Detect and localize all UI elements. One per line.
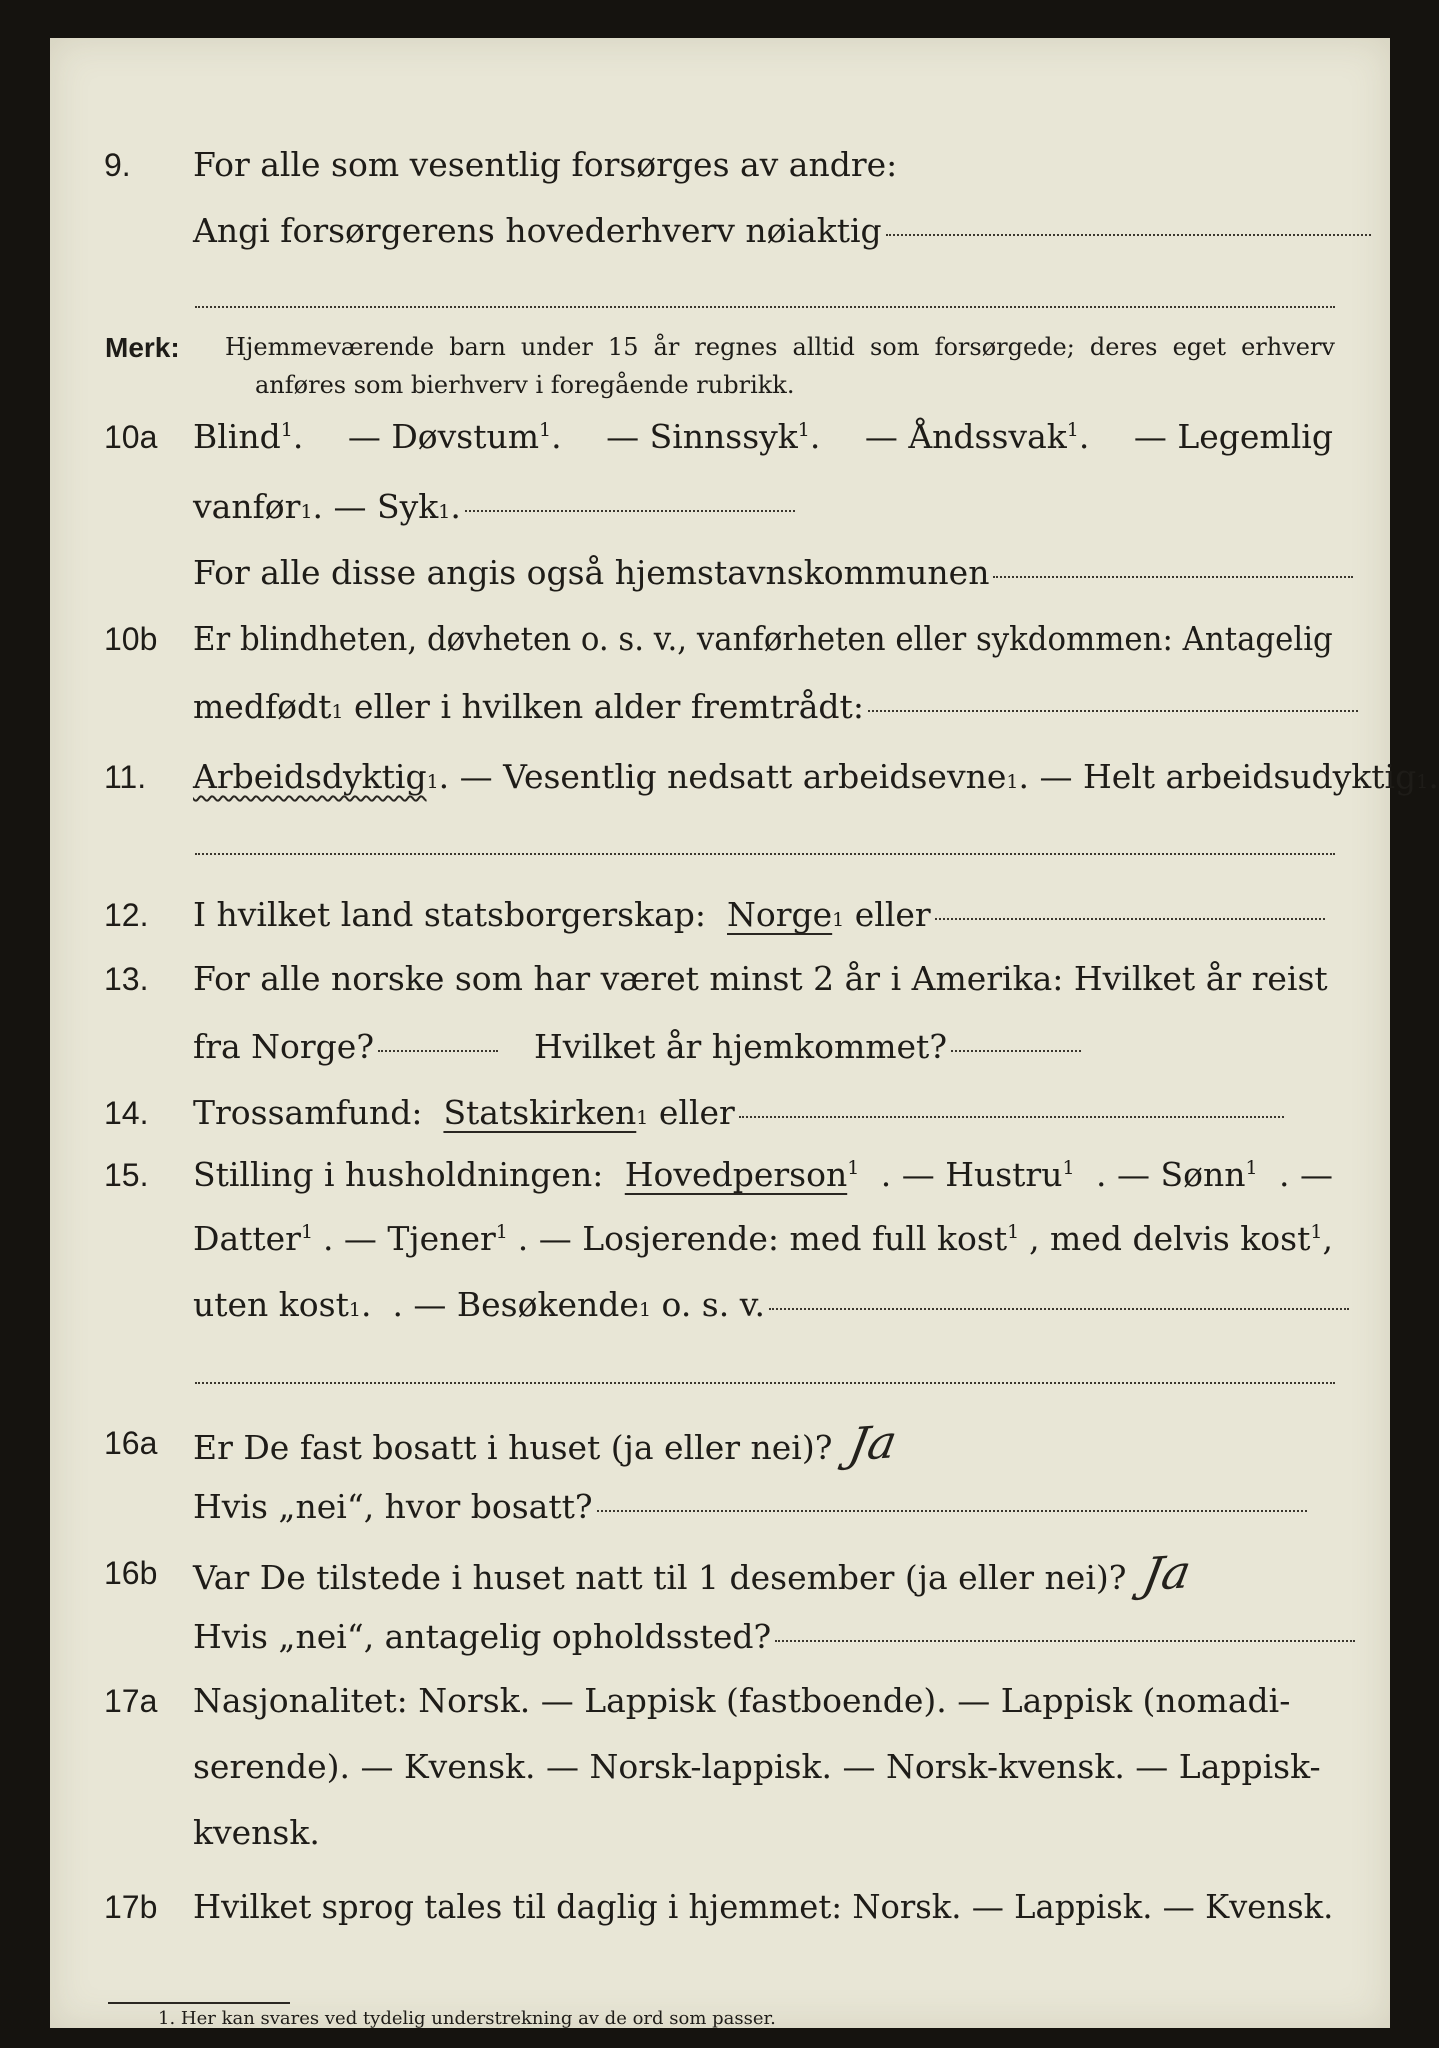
answer-field[interactable]: [775, 1640, 1355, 1642]
question-text: Hvis „nei“, antagelig opholdssted?: [193, 1617, 772, 1656]
option-vanfor[interactable]: vanfør: [193, 487, 301, 526]
question-10a-line-3: [50, 544, 1390, 602]
option-losjerende-full-kost[interactable]: . — Losjerende: med full kost: [517, 1219, 1008, 1258]
question-number: 12.: [104, 897, 149, 933]
question-text: Angi forsørgerens hovederhverv nøiaktig: [193, 211, 882, 250]
question-number: 11.: [104, 759, 147, 795]
question-14-line: 14. Trossamfund: Statskirken 1 eller: [50, 1084, 1390, 1142]
footnote: 1. Her kan svares ved tydelig understrekning av de ord som passer.: [158, 2008, 776, 2029]
question-number: 9.: [104, 147, 131, 183]
note-text-line-1: Hjemmeværende barn under 15 år regnes alltid som forsørgede; deres eget erhverv: [225, 333, 1335, 361]
handwritten-answer[interactable]: Ja: [1139, 1544, 1196, 1602]
option-eller: eller: [658, 1093, 735, 1132]
question-number: 17a: [104, 1683, 158, 1719]
option-tjener[interactable]: . — Tjener: [322, 1219, 496, 1258]
note-text-line-2: anføres som bierhverv i foregående rubrikk.: [255, 371, 795, 399]
question-text: Hvis „nei“, hvor bosatt?: [193, 1487, 593, 1526]
option-uten-kost[interactable]: uten kost: [193, 1285, 349, 1324]
question-text: Trossamfund:: [193, 1093, 423, 1132]
question-text: Er De fast bosatt i huset (ja eller nei)?: [193, 1428, 833, 1467]
question-text: kvensk.: [193, 1813, 320, 1852]
question-10b-line-1: [50, 610, 1390, 668]
answer-field[interactable]: [597, 1510, 1307, 1512]
option-datter[interactable]: Datter: [193, 1219, 301, 1258]
answer-field[interactable]: [868, 710, 1358, 712]
question-text: For alle disse angis også hjemstavnskommunen: [193, 553, 990, 592]
option-arbeidsdyktig-selected[interactable]: Arbeidsdyktig: [193, 757, 427, 796]
question-16a-line-1: [50, 1414, 1390, 1472]
question-text: Var De tilstede i huset natt til 1 desember (ja eller nei)?: [193, 1558, 1127, 1597]
note-block: [50, 328, 1390, 404]
option-statskirken-selected[interactable]: Statskirken: [443, 1093, 637, 1132]
option-sinnssyk[interactable]: — Sinnssyk: [606, 417, 798, 456]
question-number: 16b: [104, 1555, 158, 1591]
question-text: Nasjonalitet: Norsk. — Lappisk (fastboende). — Lappisk (nomadi-: [193, 1681, 1291, 1720]
option-andssvak[interactable]: — Åndssvak: [864, 417, 1067, 456]
answer-field[interactable]: [195, 853, 1335, 855]
option-vesentlig-nedsatt[interactable]: . — Vesentlig nedsatt arbeidsevne: [438, 757, 1007, 796]
question-number: 10a: [104, 419, 158, 455]
option-delvis-kost[interactable]: , med delvis kost: [1029, 1219, 1311, 1258]
option-dovstum[interactable]: — Døvstum: [347, 417, 540, 456]
question-text: I hvilket land statsborgerskap:: [193, 895, 707, 934]
option-norge-selected[interactable]: Norge: [727, 895, 833, 934]
question-10b-line-2: medfødt 1 eller i hvilken alder fremtrådt:: [50, 678, 1390, 736]
question-text: For alle som vesentlig forsørges av andre:: [193, 145, 898, 184]
question-15-line-2: Datter$^1$ . — Tjener$^1$ . — Losjerende: med full kost$^1$ , med delvis kost$^1$,: [193, 1219, 1333, 1258]
question-text: Er blindheten, døvheten o. s. v., vanførheten eller sykdommen: Antagelig: [193, 619, 1333, 658]
question-text: Stilling i husholdningen:: [193, 1155, 604, 1194]
question-17a-line-1: [50, 1672, 1390, 1730]
question-number: 13.: [104, 961, 149, 997]
answer-field[interactable]: [195, 306, 1335, 308]
answer-field-year-left[interactable]: [378, 1050, 498, 1052]
option-eller: eller: [854, 895, 931, 934]
question-number: 16a: [104, 1425, 158, 1461]
question-16b-line-2: [50, 1608, 1390, 1666]
question-11-line-1: 11. Arbeidsdyktig 1 . — Vesentlig nedsatt arbeidsevne 1 . — Helt arbeidsudyktig 1 .: [50, 748, 1390, 806]
question-number: 15.: [104, 1157, 149, 1193]
question-16b-line-1: [50, 1544, 1390, 1602]
question-15-line-1: 15. Stilling i husholdningen: Hovedperson$^1$ . — Hustru$^1$ . — Sønn$^1$ . —: [50, 1146, 1390, 1204]
question-text: Hvilket sprog tales til daglig i hjemmet: Norsk. — Lappisk. — Kvensk.: [193, 1887, 1334, 1926]
question-9-line-2: [50, 202, 1390, 260]
question-text: serende). — Kvensk. — Norsk-lappisk. — Norsk-kvensk. — Lappisk-: [193, 1747, 1321, 1786]
question-text: fra Norge?: [193, 1027, 375, 1066]
census-form-page: [50, 38, 1439, 2029]
question-10a-line-2: vanfør 1 . — Syk 1 .: [50, 478, 1390, 536]
option-sonn[interactable]: . — Sønn: [1096, 1155, 1246, 1194]
question-text: Hvilket år hjemkommet?: [534, 1027, 948, 1066]
answer-field[interactable]: [195, 1382, 1335, 1384]
answer-field[interactable]: [739, 1116, 1284, 1118]
option-helt-arbeidsudyktig[interactable]: . — Helt arbeidsudyktig: [1018, 757, 1417, 796]
question-15-line-3: uten kost 1 . . — Besøkende 1 o. s. v.: [50, 1276, 1390, 1334]
question-17a-line-2: [50, 1738, 1390, 1796]
question-text: o. s. v.: [661, 1285, 765, 1324]
footnote-divider: [108, 2002, 290, 2004]
question-13-line-1: [50, 950, 1390, 1008]
answer-field[interactable]: [769, 1308, 1349, 1310]
question-12-line: 12. I hvilket land statsborgerskap: Norge 1 eller: [50, 886, 1390, 944]
answer-field[interactable]: [465, 510, 795, 512]
note-label: Merk:: [105, 332, 180, 363]
option-hovedperson-selected[interactable]: Hovedperson: [624, 1155, 848, 1194]
separator: . —: [1278, 1155, 1333, 1194]
answer-field[interactable]: [993, 576, 1353, 578]
question-17a-line-3: [50, 1804, 1390, 1862]
question-17b-line: [50, 1878, 1390, 1936]
question-13-line-2: [50, 1018, 1390, 1076]
answer-field[interactable]: [935, 918, 1325, 920]
answer-field[interactable]: [886, 234, 1371, 236]
question-16a-line-2: [50, 1478, 1390, 1536]
question-number: 10b: [104, 621, 158, 657]
option-legemlig[interactable]: — Legemlig: [1133, 417, 1333, 456]
question-text: For alle norske som har været minst 2 år i Amerika: Hvilket år reist: [193, 959, 1328, 998]
option-syk[interactable]: — Syk: [333, 487, 439, 526]
question-9-line-1: [50, 136, 1390, 194]
handwritten-answer[interactable]: Ja: [845, 1414, 902, 1472]
option-blind[interactable]: Blind: [193, 417, 281, 456]
question-number: 14.: [104, 1095, 149, 1131]
question-10a-line-1: 10a Blind$^1$. — Døvstum$^1$. — Sinnssyk$^1$. — Åndssvak$^1$. — Legemlig: [50, 408, 1390, 466]
question-text: eller i hvilken alder fremtrådt:: [354, 687, 864, 726]
question-number: 17b: [104, 1889, 158, 1925]
option-medfodt[interactable]: medfødt: [193, 687, 332, 726]
answer-field-year-returned[interactable]: [951, 1050, 1081, 1052]
option-hustru[interactable]: . — Hustru: [880, 1155, 1063, 1194]
option-besokende[interactable]: . — Besøkende: [392, 1285, 639, 1324]
